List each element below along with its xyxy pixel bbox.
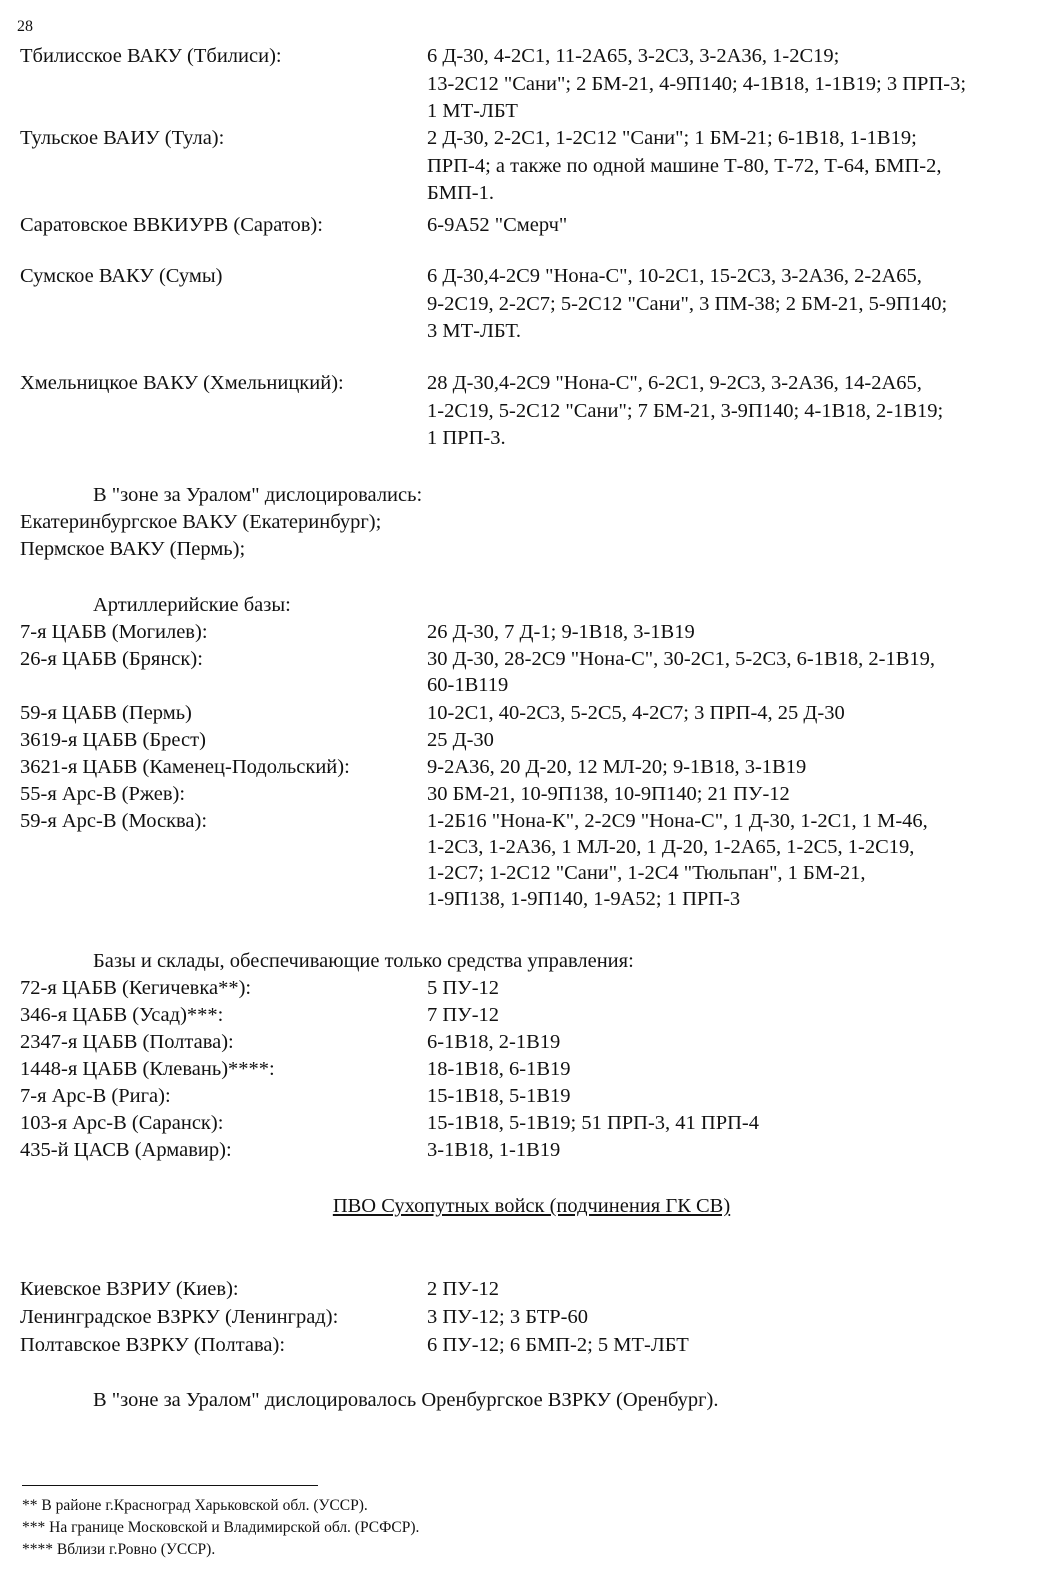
base-name: 59-я Арс-В (Москва): [20, 810, 208, 832]
footnote-divider [22, 1485, 318, 1486]
base-name: 103-я Арс-В (Саранск): [20, 1112, 224, 1134]
footnote: **** Вблизи г.Ровно (УССР). [22, 1541, 216, 1558]
base-name: 435-й ЦАСВ (Армавир): [20, 1139, 232, 1161]
school-equipment [427, 1276, 1057, 1302]
ural-zone-note: В "зоне за Уралом" дислоцировалось Оренбургское ВЗРКУ (Оренбург). [93, 1389, 719, 1411]
control-bases-heading: Базы и склады, обеспечивающие только средства управления: [93, 950, 634, 972]
base-name: 346-я ЦАБВ (Усад)***: [20, 1004, 224, 1026]
base-equipment [427, 1137, 1057, 1163]
equipment-line: 5 ПУ-12 [427, 977, 500, 999]
base-equipment [427, 700, 1057, 726]
footnote: *** На границе Московской и Владимирской обл. (РСФСР). [22, 1519, 420, 1536]
ural-zone-item: Пермское ВАКУ (Пермь); [20, 538, 246, 560]
equipment-line: 15-1В18, 5-1В19 [427, 1085, 571, 1107]
equipment-line: 6 Д-30, 4-2С1, 11-2А65, 3-2С3, 3-2А36, 1-2С19; [427, 45, 840, 67]
school-name: Киевское ВЗРИУ (Киев): [20, 1278, 239, 1300]
equipment-line: 30 БМ-21, 10-9П138, 10-9П140; 21 ПУ-12 [427, 783, 790, 805]
base-name: 2347-я ЦАБВ (Полтава): [20, 1031, 234, 1053]
school-equipment [427, 125, 1057, 208]
base-name: 26-я ЦАБВ (Брянск): [20, 648, 203, 670]
ural-zone-item: Екатеринбургское ВАКУ (Екатеринбург); [20, 511, 382, 533]
equipment-line: 30 Д-30, 28-2С9 "Нона-С", 30-2С1, 5-2С3, 6-1В18, 2-1В19, [427, 648, 936, 670]
equipment-line: 1 ПРП-3. [427, 427, 506, 449]
equipment-line: 7 ПУ-12 [427, 1004, 500, 1026]
equipment-line: 1 МТ-ЛБТ [427, 100, 518, 122]
air-defense-title: ПВО Сухопутных войск (подчинения ГК СВ) [332, 1195, 731, 1217]
school-name: Тбилисское ВАКУ (Тбилиси): [20, 45, 282, 67]
base-equipment [427, 808, 1057, 912]
school-name: Ленинградское ВЗРКУ (Ленинград): [20, 1306, 339, 1328]
school-equipment [427, 1304, 1057, 1330]
equipment-line: 1-2С7; 1-2С12 "Сани", 1-2С4 "Тюльпан", 1 БМ-21, [427, 862, 866, 884]
school-name: Саратовское ВВКИУРВ (Саратов): [20, 214, 323, 236]
equipment-line: 6-1В18, 2-1В19 [427, 1031, 561, 1053]
base-equipment [427, 727, 1057, 753]
equipment-line: 2 Д-30, 2-2С1, 1-2С12 "Сани"; 1 БМ-21; 6-1В18, 1-1В19; [427, 127, 917, 149]
base-equipment [427, 619, 1057, 645]
equipment-line: 3-1В18, 1-1В19 [427, 1139, 561, 1161]
page-number: 28 [17, 18, 33, 35]
base-equipment [427, 646, 1057, 698]
equipment-line: 13-2С12 "Сани"; 2 БМ-21, 4-9П140; 4-1В18, 1-1В19; 3 ПРП-3; [427, 72, 967, 95]
base-equipment [427, 781, 1057, 807]
school-name: Полтавское ВЗРКУ (Полтава): [20, 1334, 286, 1356]
equipment-line: 1-2С3, 1-2А36, 1 МЛ-20, 1 Д-20, 1-2А65, 1-2С5, 1-2С19, [427, 836, 915, 858]
base-name: 59-я ЦАБВ (Пермь) [20, 702, 192, 724]
school-equipment [427, 263, 1057, 346]
base-name: 55-я Арс-В (Ржев): [20, 783, 186, 805]
equipment-line: 25 Д-30 [427, 729, 494, 751]
base-equipment [427, 975, 1057, 1001]
equipment-line: 6-9А52 "Смерч" [427, 214, 568, 236]
school-name: Хмельницкое ВАКУ (Хмельницкий): [20, 372, 344, 394]
base-equipment [427, 1029, 1057, 1055]
school-name: Сумское ВАКУ (Сумы) [20, 265, 223, 287]
equipment-line: 9-2А36, 20 Д-20, 12 МЛ-20; 9-1В18, 3-1В19 [427, 756, 807, 778]
base-equipment [427, 1002, 1057, 1028]
base-equipment [427, 754, 1057, 780]
equipment-line: 9-2С19, 2-2С7; 5-2С12 "Сани", 3 ПМ-38; 2 БМ-21, 5-9П140; [427, 292, 948, 315]
equipment-line: 2 ПУ-12 [427, 1278, 500, 1300]
base-equipment [427, 1056, 1057, 1082]
ural-zone-intro: В "зоне за Уралом" дислоцировались: [93, 484, 423, 506]
base-name: 7-я ЦАБВ (Могилев): [20, 621, 208, 643]
base-name: 3621-я ЦАБВ (Каменец-Подольский): [20, 756, 350, 778]
artillery-bases-heading: Артиллерийские базы: [93, 594, 291, 616]
school-equipment [427, 43, 1057, 126]
base-equipment [427, 1083, 1057, 1109]
equipment-line: 6 Д-30,4-2С9 "Нона-С", 10-2С1, 15-2С3, 3-2А36, 2-2А65, [427, 265, 922, 287]
base-name: 7-я Арс-В (Рига): [20, 1085, 171, 1107]
equipment-line: 28 Д-30,4-2С9 "Нона-С", 6-2С1, 9-2С3, 3-2А36, 14-2А65, [427, 372, 922, 394]
base-name: 72-я ЦАБВ (Кегичевка**): [20, 977, 252, 999]
equipment-line: 3 МТ-ЛБТ. [427, 320, 521, 342]
equipment-line: 3 ПУ-12; 3 БТР-60 [427, 1306, 588, 1328]
equipment-line: 15-1В18, 5-1В19; 51 ПРП-3, 41 ПРП-4 [427, 1112, 759, 1134]
footnote: ** В районе г.Красноград Харьковской обл. (УССР). [22, 1497, 368, 1514]
base-name: 1448-я ЦАБВ (Клевань)****: [20, 1058, 275, 1080]
equipment-line: 10-2С1, 40-2С3, 5-2С5, 4-2С7; 3 ПРП-4, 25 Д-30 [427, 702, 845, 724]
equipment-line: 26 Д-30, 7 Д-1; 9-1В18, 3-1В19 [427, 621, 695, 643]
equipment-line: БМП-1. [427, 182, 495, 204]
school-equipment [427, 370, 1057, 453]
equipment-line: 6 ПУ-12; 6 БМП-2; 5 МТ-ЛБТ [427, 1334, 689, 1356]
school-equipment [427, 212, 1057, 240]
equipment-line: 18-1В18, 6-1В19 [427, 1058, 571, 1080]
equipment-line: 1-2Б16 "Нона-К", 2-2С9 "Нона-С", 1 Д-30, 1-2С1, 1 М-46, [427, 810, 928, 832]
school-name: Тульское ВАИУ (Тула): [20, 127, 225, 149]
equipment-line: ПРП-4; а также по одной машине Т-80, Т-72, Т-64, БМП-2, [427, 154, 942, 177]
school-equipment [427, 1332, 1057, 1358]
equipment-line: 1-9П138, 1-9П140, 1-9А52; 1 ПРП-3 [427, 888, 741, 910]
base-equipment [427, 1110, 1057, 1136]
equipment-line: 1-2С19, 5-2С12 "Сани"; 7 БМ-21, 3-9П140; 4-1В18, 2-1В19; [427, 399, 944, 422]
equipment-line: 60-1В119 [427, 674, 509, 696]
base-name: 3619-я ЦАБВ (Брест) [20, 729, 206, 751]
